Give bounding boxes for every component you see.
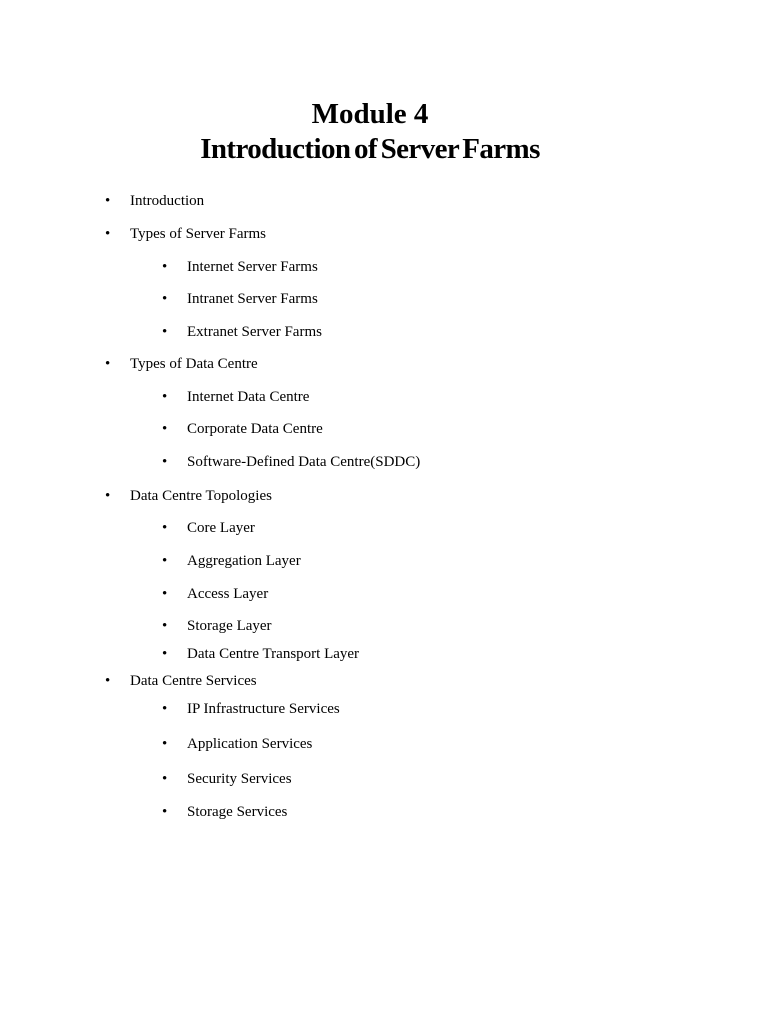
bullet-icon: •	[162, 259, 168, 275]
bullet-icon: •	[162, 646, 168, 662]
sub-list-item-label: Storage Layer	[187, 618, 272, 634]
module-number-heading: Module 4	[311, 98, 429, 130]
sub-list-item	[162, 420, 323, 438]
sub-list-item-label: Extranet Server Farms	[187, 324, 322, 340]
module-title-heading: Introduction of Server Farms	[200, 133, 540, 165]
sub-list-item	[162, 519, 255, 537]
bullet-icon: •	[162, 553, 168, 569]
sub-list-item-label: Intranet Server Farms	[187, 291, 318, 307]
sub-list-item-label: Application Services	[187, 736, 313, 752]
sub-list-item-label: Core Layer	[187, 520, 255, 536]
bullet-icon: •	[105, 193, 111, 209]
list-item-label: Data Centre Services	[130, 673, 257, 689]
sub-list-item	[162, 735, 313, 753]
sub-list-item	[162, 453, 421, 471]
bullet-icon: •	[162, 389, 168, 405]
bullet-icon: •	[105, 673, 111, 689]
list-item	[105, 192, 205, 210]
sub-list-item	[162, 388, 310, 406]
bullet-icon: •	[105, 488, 111, 504]
sub-list-item	[162, 323, 322, 341]
list-item-label: Data Centre Topologies	[130, 488, 272, 504]
sub-list-item-label: Storage Services	[187, 804, 288, 820]
sub-list-item-label: Access Layer	[187, 586, 269, 602]
sub-list-item	[162, 552, 301, 570]
bullet-icon: •	[162, 421, 168, 437]
sub-list-item	[162, 258, 318, 276]
bullet-icon: •	[162, 586, 168, 602]
sub-list-item-label: IP Infrastructure Services	[187, 701, 340, 717]
bullet-icon: •	[105, 226, 111, 242]
sub-list-item	[162, 700, 340, 718]
list-item	[105, 225, 267, 243]
list-item-label: Introduction	[130, 193, 205, 209]
list-item-label: Types of Server Farms	[130, 226, 267, 242]
sub-list-item-label: Corporate Data Centre	[187, 421, 323, 437]
sub-list-item	[162, 770, 292, 788]
bullet-icon: •	[162, 804, 168, 820]
bullet-icon: •	[162, 520, 168, 536]
bullet-icon: •	[162, 736, 168, 752]
list-item	[105, 672, 257, 690]
bullet-icon: •	[162, 771, 168, 787]
list-item	[105, 487, 272, 505]
sub-list-item	[162, 585, 269, 603]
sub-list-item-label: Software-Defined Data Centre(SDDC)	[187, 454, 421, 470]
sub-list-item-label: Data Centre Transport Layer	[187, 646, 360, 662]
bullet-icon: •	[162, 618, 168, 634]
sub-list-item	[162, 290, 318, 308]
bullet-icon: •	[162, 291, 168, 307]
sub-list-item-label: Aggregation Layer	[187, 553, 301, 569]
sub-list-item-label: Internet Data Centre	[187, 389, 310, 405]
sub-list-item-label: Security Services	[187, 771, 292, 787]
sub-list-item	[162, 803, 288, 821]
list-item-label: Types of Data Centre	[130, 356, 258, 372]
bullet-icon: •	[162, 701, 168, 717]
bullet-icon: •	[162, 324, 168, 340]
bullet-icon: •	[105, 356, 111, 372]
bullet-icon: •	[162, 454, 168, 470]
sub-list-item	[162, 645, 360, 663]
list-item	[105, 355, 258, 373]
sub-list-item	[162, 617, 272, 635]
sub-list-item-label: Internet Server Farms	[187, 259, 318, 275]
